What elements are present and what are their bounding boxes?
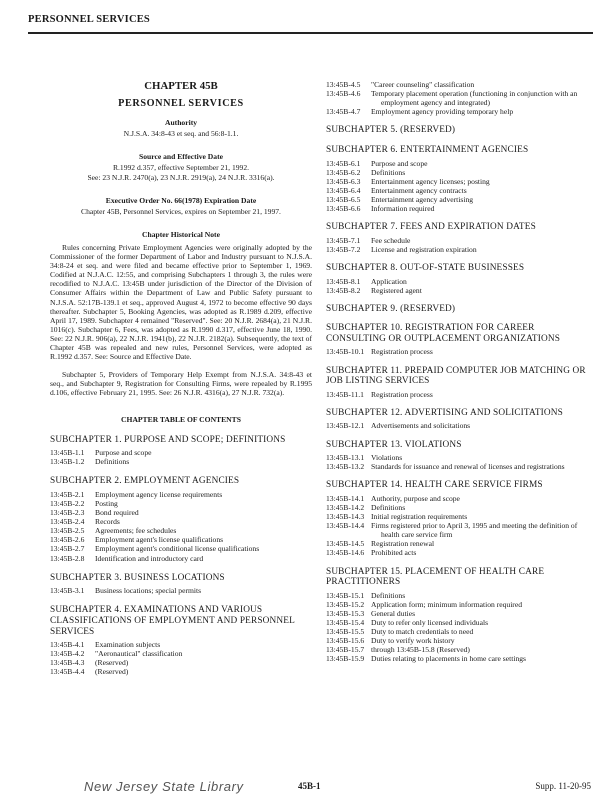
historical-note-heading: Chapter Historical Note — [142, 229, 220, 239]
toc-entry — [326, 390, 588, 399]
toc-entry — [326, 236, 588, 245]
section-code: 13:45B-2.1 — [50, 489, 85, 499]
toc-entry — [50, 517, 312, 526]
subchapter-heading: SUBCHAPTER 11. PREPAID COMPUTER JOB MATCHING OR JOB LISTING SERVICES — [326, 365, 586, 387]
subchapter-heading: SUBCHAPTER 10. REGISTRATION FOR CAREER CONSULTING OR OUTPLACEMENT ORGANIZATIONS — [326, 323, 561, 344]
toc-entry — [326, 168, 588, 177]
toc-heading: CHAPTER TABLE OF CONTENTS — [121, 415, 241, 425]
section-title: Initial registration requirements — [371, 512, 468, 522]
section-code: 13:45B-10.1 — [326, 347, 365, 357]
running-header: PERSONNEL SERVICES — [28, 14, 150, 25]
toc-entry — [326, 618, 588, 627]
toc-entry — [326, 548, 588, 557]
toc-entry — [326, 107, 588, 116]
section-title: Application form; minimum information required — [371, 599, 522, 609]
library-stamp: New Jersey State Library — [84, 779, 244, 794]
toc-entry — [50, 586, 312, 595]
section-title: Information required — [371, 204, 435, 214]
subchapter-sections — [50, 490, 312, 563]
section-title: (Reserved) — [95, 667, 129, 677]
section-title: Bond required — [95, 508, 139, 518]
toc-entry — [50, 640, 312, 649]
section-code: 13:45B-3.1 — [50, 586, 85, 596]
toc-entry — [326, 347, 588, 356]
toc-entry — [326, 245, 588, 254]
toc-entry — [326, 600, 588, 609]
section-title: Definitions — [371, 503, 406, 512]
section-code: 13:45B-15.6 — [326, 636, 365, 646]
section-code: 13:45B-4.6 — [326, 89, 361, 99]
subchapter-sections — [326, 277, 588, 295]
section-code: 13:45B-14.5 — [326, 539, 365, 549]
subchapter-sections — [326, 494, 588, 558]
toc-entry — [50, 499, 312, 508]
toc-entry — [326, 591, 588, 600]
section-title: Employment agency providing temporary help — [371, 107, 514, 117]
section-code: 13:45B-4.3 — [50, 658, 85, 668]
toc-entry — [326, 654, 588, 663]
section-code: 13:45B-4.7 — [326, 107, 361, 117]
supplement-date: Supp. 11-20-95 — [535, 781, 591, 791]
section-title: Purpose and scope — [371, 158, 428, 168]
page-number: 45B-1 — [298, 781, 321, 791]
section-title: Posting — [95, 499, 118, 508]
toc-entry — [326, 521, 588, 539]
section-title: Prohibited acts — [371, 548, 417, 558]
section-code: 13:45B-2.2 — [50, 499, 85, 508]
section-title: General duties — [371, 608, 416, 618]
subchapter-heading: SUBCHAPTER 14. HEALTH CARE SERVICE FIRMS — [326, 480, 543, 491]
section-code: 13:45B-15.3 — [326, 608, 365, 618]
source-line-2: See: 23 N.J.R. 2470(a), 23 N.J.R. 2919(a), 24 N.J.R. 3316(a). — [87, 172, 275, 182]
historical-note-paragraph-2: Subchapter 5, Providers of Temporary Help Exempt from N.J.S.A. 34:8-43 et seq., and Subchapter 9, Registration for Consulting Firms, were repealed by R.1995 d.106, effective February 21, 1995. See: 26 N.J.R. 4316(a), 27 N.J.R. 732(a). — [50, 370, 312, 398]
section-code: 13:45B-13.1 — [326, 453, 365, 463]
toc-entry — [326, 627, 588, 636]
toc-entry — [50, 526, 312, 535]
subchapter-heading: SUBCHAPTER 4. EXAMINATIONS AND VARIOUS CLASSIFICATIONS OF EMPLOYMENT AND PERSONNEL SERVICES — [50, 605, 295, 637]
toc-entry — [326, 539, 588, 548]
section-code: 13:45B-6.5 — [326, 194, 361, 204]
authority-text: N.J.S.A. 34:8-43 et seq. and 56:8-1.1. — [123, 129, 239, 139]
historical-note-paragraph-1: Rules concerning Private Employment Agencies were originally adopted by the Commissioner of the former Department of Labor and Industry pursuant to N.J.S.A. 34:8-24 et seq. and were filed and became effective prior to September 1, 1969. Codified at N.J.A.C. 12:55, and comprising Subchapters 1 through 3, the rules were recodified to N.J.A.C. 13:45B under jurisdiction of the Director of the Division of Consumer Affairs within the Department of Law and Public Safety pursuant to N.J.S.A. 52:17B-139.1 et seq., approved August 4, 1972 to become effective 90 days thereafter. Subchapter 5, Booking Agencies, was adopted as R.1989 d.209, effective April 17, 1989. Subchapter 4 remained "Reserved". See: 20 N.J.R. 2684(a), 21 N.J.R. 1016(c). Subchapter 6, Fees, was adopted as R.1990 d.317, effective June 18, 1990. See: 22 N.J.R. 906(a), 22 N.J.R. 1941(b), 22 N.J.R. 2182(a). Subsequently, the text of Chapter 45B was repealed and new rules, Personnel Services, were adopted as R.1992 d.357. See: Source and Effective Date. — [50, 242, 312, 362]
section-title: Entertainment agency contracts — [371, 185, 467, 195]
toc-entry — [326, 177, 588, 186]
section-code: 13:45B-14.6 — [326, 548, 365, 558]
subchapter-heading: SUBCHAPTER 9. (RESERVED) — [326, 303, 456, 314]
section-code: 13:45B-7.2 — [326, 244, 361, 254]
subchapter-sections — [326, 390, 588, 399]
toc-entry — [326, 462, 588, 471]
section-title: Examination subjects — [95, 640, 161, 650]
toc-entry — [50, 508, 312, 517]
section-title: Agreements; fee schedules — [95, 526, 177, 536]
subchapter-sections — [326, 591, 588, 664]
section-code: 13:45B-6.1 — [326, 158, 361, 168]
toc-entry — [326, 645, 588, 654]
section-title: Entertainment agency licenses; posting — [371, 176, 490, 186]
subchapter-heading: SUBCHAPTER 5. (RESERVED) — [326, 125, 456, 136]
section-code: 13:45B-4.4 — [50, 667, 85, 677]
subchapter-sections — [326, 236, 588, 254]
subchapter-heading: SUBCHAPTER 2. EMPLOYMENT AGENCIES — [50, 476, 240, 487]
section-title: License and registration expiration — [371, 244, 477, 254]
toc-entry — [50, 554, 312, 563]
subchapter-sections — [50, 586, 312, 595]
section-code: 13:45B-2.8 — [50, 553, 85, 563]
toc-entry — [326, 421, 588, 430]
toc-entry — [50, 649, 312, 658]
subchapter-heading: SUBCHAPTER 8. OUT-OF-STATE BUSINESSES — [326, 262, 525, 273]
section-title: Advertisements and solicitations — [371, 421, 471, 431]
toc-entry — [326, 503, 588, 512]
toc-entry — [326, 195, 588, 204]
source-line-1: R.1992 d.357, effective September 21, 1992. — [112, 163, 250, 173]
section-title: Registered agent — [371, 285, 422, 295]
toc-entry — [50, 457, 312, 466]
section-code: 13:45B-15.1 — [326, 590, 365, 600]
section-code: 13:45B-11.1 — [326, 389, 364, 399]
section-code: 13:45B-15.9 — [326, 654, 365, 664]
section-code: 13:45B-12.1 — [326, 421, 365, 431]
toc-entry — [326, 89, 588, 107]
section-title: Definitions — [371, 590, 406, 600]
section-code: 13:45B-8.2 — [326, 285, 361, 295]
section-title: Duty to refer only licensed individuals — [371, 618, 489, 628]
section-title: Employment agent's license qualifications — [95, 535, 224, 545]
subchapter-sections — [326, 453, 588, 471]
right-column — [326, 80, 588, 664]
subchapter-heading: SUBCHAPTER 7. FEES AND EXPIRATION DATES — [326, 222, 536, 233]
section-title: Firms registered prior to April 3, 1995 and meeting the definition of health care service firm — [371, 521, 578, 540]
chapter-title: PERSONNEL SERVICES — [118, 98, 244, 110]
section-title: through 13:45B-15.8 (Reserved) — [371, 645, 470, 655]
toc-entry — [326, 186, 588, 195]
toc-entry — [50, 658, 312, 667]
section-title: Registration process — [371, 389, 433, 399]
toc-entry — [326, 159, 588, 168]
subchapter-sections — [326, 347, 588, 356]
section-title: Employment agency license requirements — [95, 489, 223, 499]
section-title: Duty to match credentials to need — [371, 627, 474, 637]
section-title: Duties relating to placements in home care settings — [371, 654, 526, 664]
section-code: 13:45B-6.3 — [326, 176, 361, 186]
toc-entry — [326, 512, 588, 521]
section-code: 13:45B-4.5 — [326, 80, 361, 89]
toc-entry — [50, 544, 312, 553]
section-code: 13:45B-13.2 — [326, 462, 365, 472]
subchapter-heading: SUBCHAPTER 1. PURPOSE AND SCOPE; DEFINITIONS — [50, 434, 286, 445]
toc-entry — [326, 453, 588, 462]
section-title: Definitions — [371, 167, 406, 177]
section-code: 13:45B-6.2 — [326, 167, 361, 177]
section-code: 13:45B-15.4 — [326, 618, 365, 628]
section-title: Records — [95, 517, 120, 527]
left-column — [50, 80, 312, 677]
subchapter-heading: SUBCHAPTER 13. VIOLATIONS — [326, 439, 462, 450]
section-title: Purpose and scope — [95, 448, 152, 458]
subchapter-sections — [50, 640, 312, 676]
section-title: Fee schedule — [371, 235, 411, 245]
section-code: 13:45B-1.1 — [50, 448, 85, 458]
subchapter-heading: SUBCHAPTER 12. ADVERTISING AND SOLICITATIONS — [326, 407, 563, 418]
section-code: 13:45B-4.2 — [50, 649, 85, 659]
section-title: Registration process — [371, 347, 433, 357]
left-toc — [50, 435, 312, 677]
toc-entry — [326, 609, 588, 618]
toc-entry — [326, 494, 588, 503]
page-footer — [0, 779, 613, 795]
section-code: 13:45B-6.4 — [326, 185, 361, 195]
toc-entry — [326, 277, 588, 286]
chapter-number: CHAPTER 45B — [144, 80, 218, 92]
section-code: 13:45B-2.4 — [50, 517, 85, 527]
section-title: Employment agent's conditional license qualifications — [95, 544, 260, 554]
subchapter-heading: SUBCHAPTER 15. PLACEMENT OF HEALTH CARE PRACTITIONERS — [326, 566, 545, 588]
subchapter-heading: SUBCHAPTER 3. BUSINESS LOCATIONS — [50, 572, 225, 583]
section-code: 13:45B-2.5 — [50, 526, 85, 536]
toc-entry — [50, 535, 312, 544]
section-code: 13:45B-2.3 — [50, 508, 85, 518]
executive-order-heading: Executive Order No. 66(1978) Expiration Date — [105, 195, 257, 205]
header-rule — [28, 32, 593, 34]
section-code: 13:45B-14.4 — [326, 521, 365, 531]
section-title: Temporary placement operation (functioning in conjunction with an employment agency and integrated) — [371, 89, 578, 108]
section-code: 13:45B-14.1 — [326, 493, 365, 503]
section-code: 13:45B-2.6 — [50, 535, 85, 545]
section-code: 13:45B-8.1 — [326, 276, 361, 286]
section-title: Identification and introductory card — [95, 553, 204, 563]
section-title: Authority, purpose and scope — [371, 493, 460, 503]
executive-order-text: Chapter 45B, Personnel Services, expires on September 21, 1997. — [81, 206, 281, 216]
section-title: (Reserved) — [95, 658, 129, 668]
subchapter-heading: SUBCHAPTER 6. ENTERTAINMENT AGENCIES — [326, 144, 529, 155]
subchapter-sections — [326, 421, 588, 430]
section-code: 13:45B-6.6 — [326, 204, 361, 214]
source-heading: Source and Effective Date — [138, 152, 223, 162]
section-code: 13:45B-15.5 — [326, 627, 365, 637]
section-code: 13:45B-7.1 — [326, 235, 361, 245]
section-code: 13:45B-14.3 — [326, 512, 365, 522]
section-code: 13:45B-15.2 — [326, 599, 365, 609]
toc-entry — [50, 490, 312, 499]
section-title: Violations — [371, 453, 403, 463]
toc-entry — [50, 667, 312, 676]
section-code: 13:45B-14.2 — [326, 503, 365, 512]
toc-entry — [326, 636, 588, 645]
subchapter-sections — [50, 448, 312, 466]
section-title: Definitions — [95, 457, 130, 467]
section-title: Standards for issuance and renewal of licenses and registrations — [371, 462, 565, 472]
section-title: Application — [371, 276, 407, 286]
section-code: 13:45B-4.1 — [50, 640, 85, 650]
section-title: Registration renewal — [371, 539, 435, 549]
section-code: 13:45B-15.7 — [326, 645, 365, 655]
authority-heading: Authority — [164, 118, 198, 128]
section-title: Duty to verify work history — [371, 636, 455, 646]
continued-entries — [326, 80, 588, 116]
section-title: Business locations; special permits — [95, 586, 202, 596]
toc-entry — [326, 80, 588, 89]
section-code: 13:45B-1.2 — [50, 457, 85, 467]
subchapter-sections — [326, 159, 588, 214]
toc-entry — [326, 286, 588, 295]
section-title: "Aeronautical" classification — [95, 649, 183, 659]
toc-entry — [326, 204, 588, 213]
section-title: Entertainment agency advertising — [371, 194, 474, 204]
toc-entry — [50, 448, 312, 457]
section-code: 13:45B-2.7 — [50, 544, 85, 554]
right-toc — [326, 125, 588, 663]
section-title: "Career counseling" classification — [371, 80, 475, 89]
